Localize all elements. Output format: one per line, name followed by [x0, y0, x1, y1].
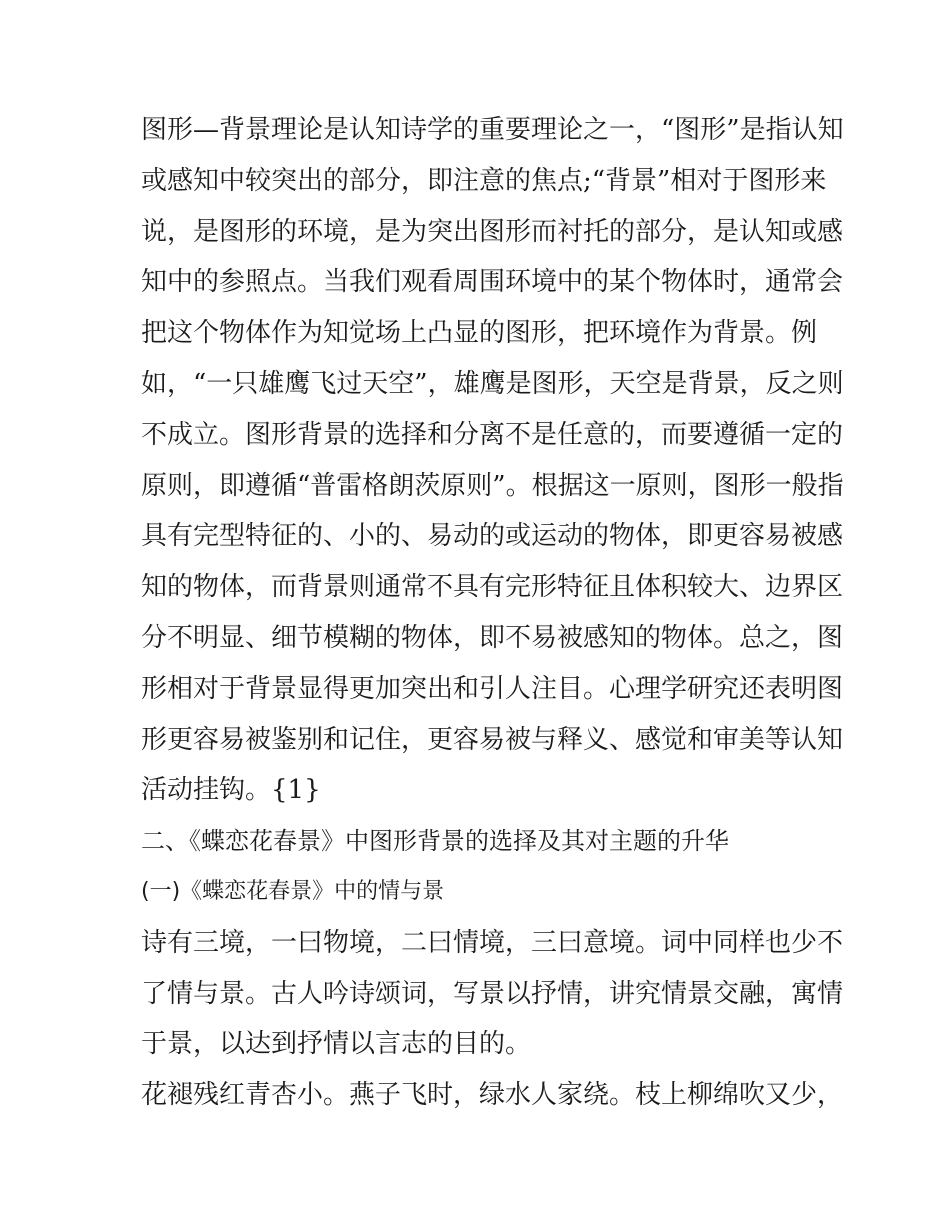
paragraph-line: 图形—背景理论是认知诗学的重要理论之一，“图形”是指认知	[141, 115, 844, 145]
paragraph-line: 了情与景。古人吟诗颂词，写景以抒情，讲究情景交融，寓情	[141, 978, 844, 1009]
paragraph-line: 形更容易被鉴别和记住，更容易被与释义、感觉和审美等认知	[141, 724, 844, 755]
paragraph-figure-ground-theory	[141, 105, 844, 816]
paragraph-line: 或感知中较突出的部分，即注意的焦点;“背景”相对于图形来	[141, 165, 827, 196]
paragraph-poem-quote	[141, 1070, 844, 1121]
paragraph-line: 把这个物体作为知觉场上凸显的图形，把环境作为背景。例	[141, 318, 818, 349]
paragraph-three-realms	[141, 918, 844, 1070]
paragraph-line: 活动挂钩。{1}	[141, 775, 321, 806]
paragraph-line: 诗有三境，一曰物境，二曰情境，三曰意境。词中同样也少不	[141, 927, 844, 958]
paragraph-line: 知的物体，而背景则通常不具有完形特征且体积较大、边界区	[141, 572, 844, 603]
section-heading: 二、《蝶恋花春景》中图形背景的选择及其对主题的升华	[141, 827, 729, 856]
paragraph-line: 于景，以达到抒情以言志的目的。	[141, 1029, 532, 1060]
subsection-heading: (一)《蝶恋花春景》中的情与景	[141, 878, 445, 904]
document-page	[141, 105, 844, 1121]
paragraph-line: 花褪残红青杏小。燕子飞时，绿水人家绕。枝上柳绵吹又少，	[141, 1080, 844, 1111]
paragraph-line: 形相对于背景显得更加突出和引人注目。心理学研究还表明图	[141, 673, 844, 704]
paragraph-line: 说，是图形的环境，是为突出图形而衬托的部分，是认知或感	[141, 216, 844, 247]
paragraph-line: 如，“一只雄鹰飞过天空”，雄鹰是图形，天空是背景，反之则	[141, 368, 844, 399]
paragraph-line: 分不明显、细节模糊的物体，即不易被感知的物体。总之，图	[141, 622, 844, 653]
paragraph-line: 原则，即遵循“普雷格朗茨原则”。根据这一原则，图形一般指	[141, 470, 844, 501]
paragraph-line: 具有完型特征的、小的、易动的或运动的物体，即更容易被感	[141, 521, 844, 552]
paragraph-line: 不成立。图形背景的选择和分离不是任意的，而要遵循一定的	[141, 419, 844, 450]
paragraph-line: 知中的参照点。当我们观看周围环境中的某个物体时，通常会	[141, 267, 844, 298]
